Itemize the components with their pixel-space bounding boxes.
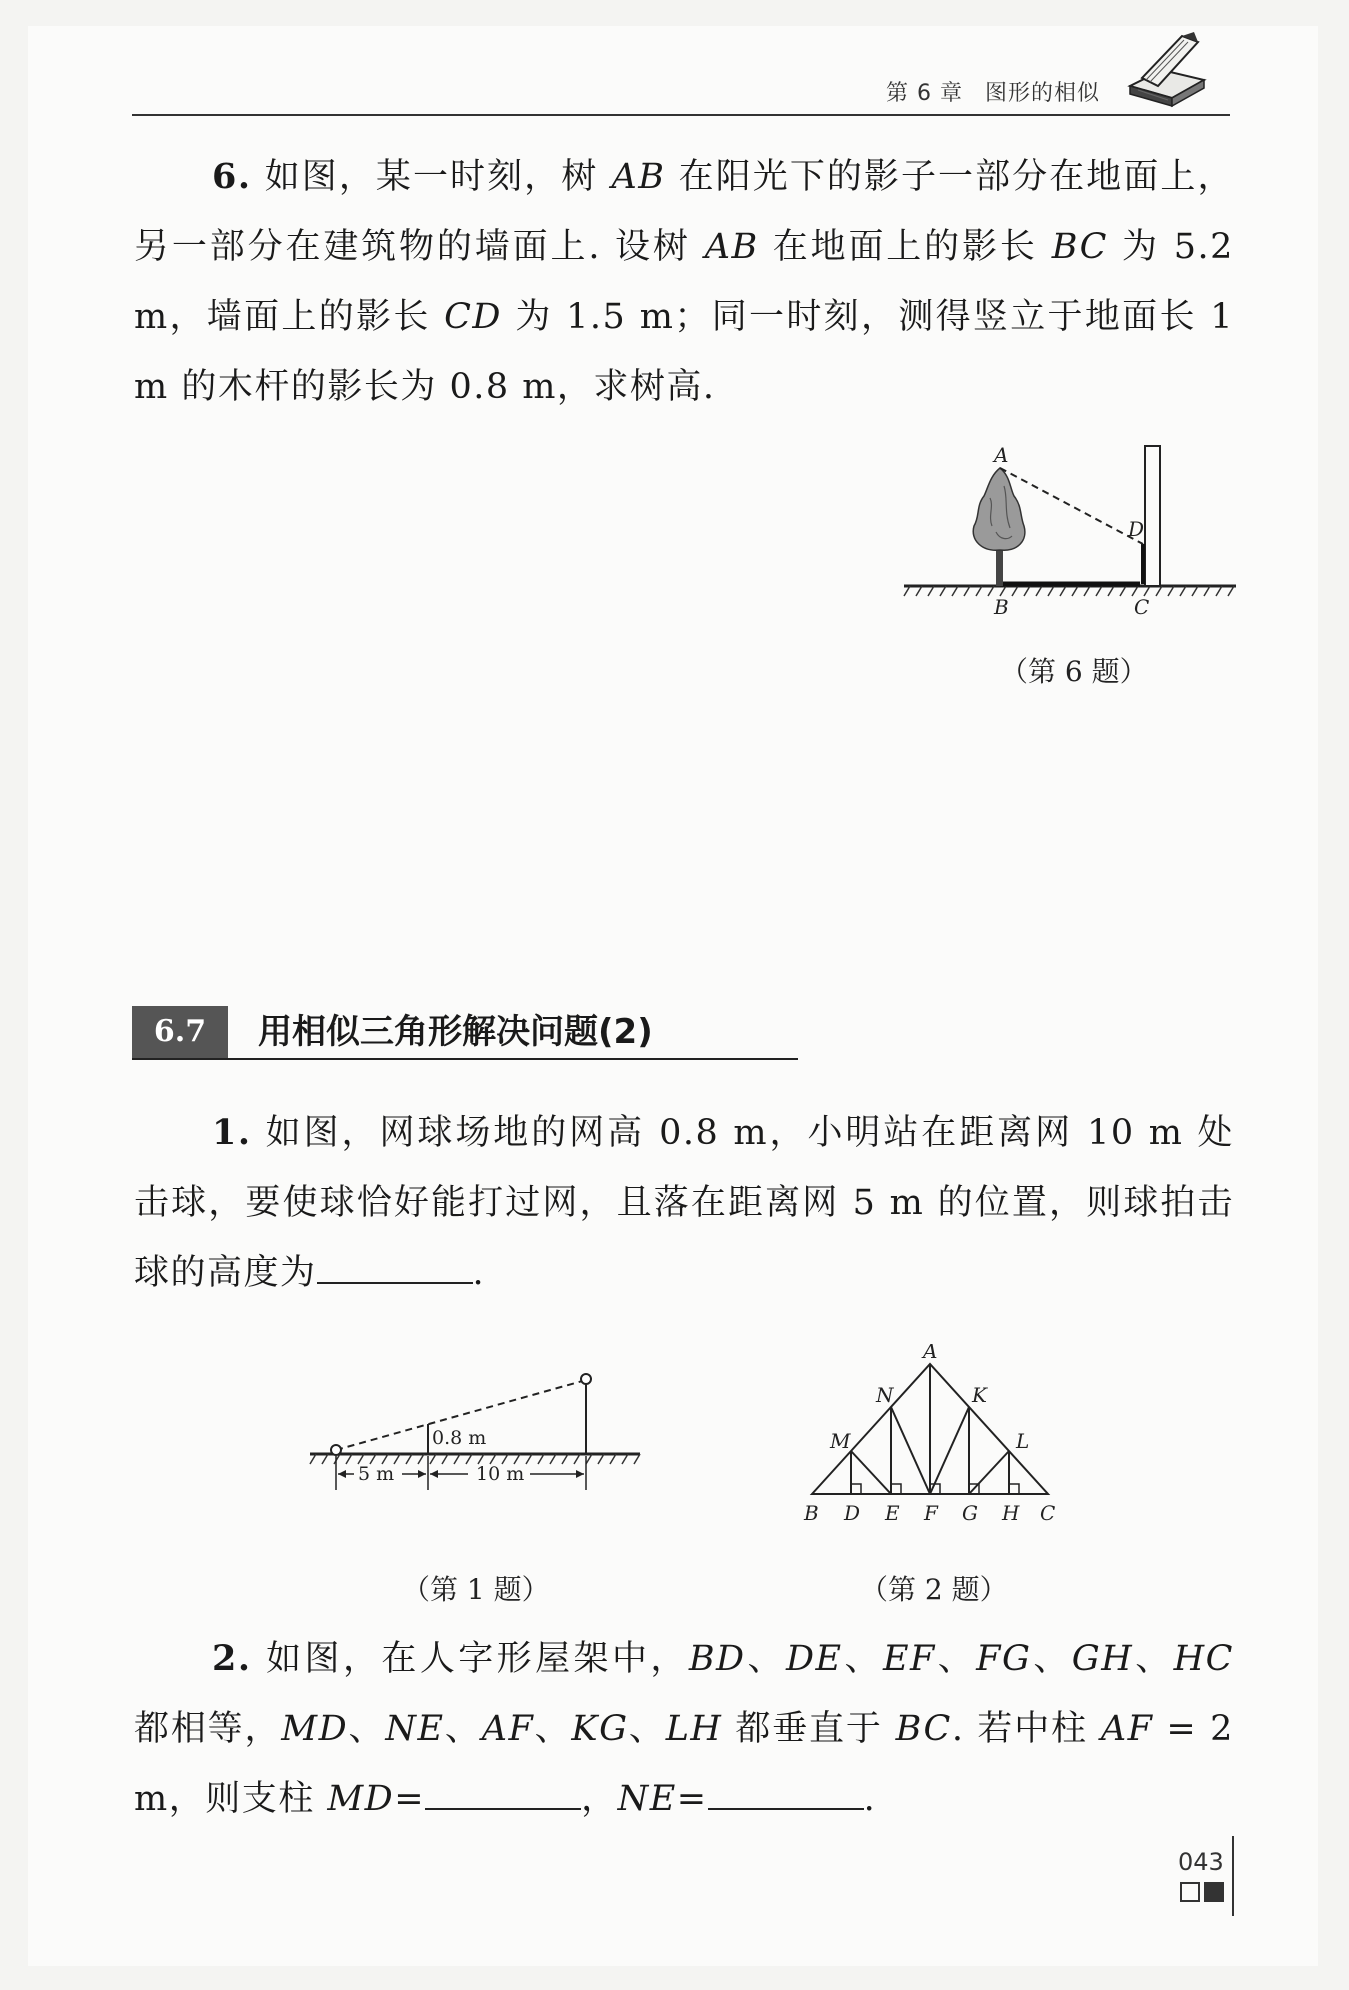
text-run: 为 1.5 m；同一时刻，测得竖立于地面长 1 m 的木杆的影长为 0.8 m，求树高. (134, 297, 1234, 407)
header-title: 图形的相似 (984, 81, 1100, 106)
figure-2-roof-truss (790, 1344, 1070, 1534)
page-number-rule (1232, 1836, 1234, 1916)
math-var: CD (444, 297, 502, 337)
math-var: AF (1100, 1709, 1154, 1749)
text-run: 在阳光下的影子一部分在地面上，另一部分在建筑物的墙面上. 设树 (134, 157, 1234, 267)
text-run: = 2 m，则支柱 (134, 1709, 1234, 1819)
text-run: . (472, 1253, 486, 1293)
figure-1-caption: （第 1 题） (402, 1573, 550, 1606)
math-var: NE (617, 1779, 677, 1819)
book-icon (1124, 28, 1210, 108)
text-run: 如图，某一时刻，树 (264, 157, 599, 197)
label-n: N (876, 1383, 894, 1407)
text-run: 为 5.2 m，墙面上的影长 (134, 227, 1234, 337)
text-run: 、 (1133, 1639, 1174, 1679)
label-b: B (804, 1501, 819, 1525)
text-run: 、 (935, 1639, 977, 1679)
math-var: NE (385, 1709, 445, 1749)
label-10m: 10 m (476, 1463, 525, 1485)
text-run: ， (581, 1779, 618, 1819)
figure-6-caption: （第 6 题） (1000, 655, 1148, 688)
question-1-text (134, 1098, 1234, 1308)
math-var: DE (785, 1639, 843, 1679)
label-c: C (1040, 1501, 1056, 1525)
text-run: . 若中柱 (951, 1709, 1088, 1749)
question-number: 2. (212, 1638, 252, 1679)
math-var: FG (976, 1639, 1032, 1679)
math-var: MD (327, 1779, 395, 1819)
square-filled-icon (1204, 1882, 1224, 1902)
label-a: A (923, 1344, 938, 1363)
text-run: 、 (745, 1639, 786, 1679)
math-var: HC (1173, 1639, 1234, 1679)
page-number: 043 (1178, 1848, 1224, 1876)
figure-6-tree-shadow (900, 436, 1240, 626)
text-run: = (676, 1779, 708, 1819)
label-d: D (1128, 517, 1145, 541)
page-marker (1180, 1882, 1228, 1902)
math-var: BC (1051, 227, 1108, 267)
text-run: 如图，在人字形屋架中， (266, 1639, 689, 1679)
text-run: 在地面上的影长 (772, 227, 1038, 267)
text-run: 、 (534, 1709, 572, 1749)
square-outline-icon (1180, 1882, 1200, 1902)
label-m: M (830, 1429, 851, 1453)
question-2-text (134, 1624, 1234, 1834)
tree-icon (973, 468, 1025, 586)
section-title: 用相似三角形解决问题(2) (258, 1012, 653, 1052)
text-run: 、 (1031, 1639, 1072, 1679)
ball-landing-point (331, 1445, 341, 1455)
answer-blank-md[interactable] (425, 1778, 581, 1810)
math-var: BD (688, 1639, 746, 1679)
running-header (132, 70, 1230, 116)
text-run: 、 (348, 1709, 386, 1749)
header-text (886, 76, 1100, 107)
label-h: H (1002, 1501, 1020, 1525)
math-var: AB (611, 157, 666, 197)
answer-blank[interactable] (317, 1252, 473, 1284)
label-d: D (844, 1501, 861, 1525)
label-b: B (994, 595, 1009, 619)
math-var: LH (665, 1709, 723, 1749)
label-a: A (994, 443, 1009, 467)
label-c: C (1134, 595, 1150, 619)
figure-2-caption: （第 2 题） (860, 1573, 1008, 1606)
hit-point (581, 1374, 591, 1384)
text-run: 都相等， (134, 1709, 282, 1749)
math-var: GH (1071, 1639, 1134, 1679)
text-run: 、 (842, 1639, 883, 1679)
text-run: 都垂直于 (735, 1709, 883, 1749)
label-e: E (885, 1501, 900, 1525)
section-number: 6.7 (132, 1006, 228, 1058)
label-net-height: 0.8 m (432, 1427, 487, 1449)
math-var: AB (704, 227, 759, 267)
section-heading (132, 1006, 798, 1060)
label-k: K (972, 1383, 987, 1407)
question-number: 6. (212, 156, 252, 197)
text-run: . (863, 1779, 877, 1819)
math-var: EF (882, 1639, 936, 1679)
header-chapter: 第 6 章 (886, 81, 963, 106)
label-l: L (1016, 1429, 1030, 1453)
question-number: 1. (212, 1112, 252, 1153)
label-5m: 5 m (358, 1463, 395, 1485)
text-run: 、 (444, 1709, 482, 1749)
answer-blank-ne[interactable] (708, 1778, 864, 1810)
text-run: 、 (628, 1709, 666, 1749)
math-var: AF (481, 1709, 535, 1749)
math-var: MD (281, 1709, 349, 1749)
building-wall (1145, 446, 1160, 586)
math-var: KG (571, 1709, 629, 1749)
text-run: = (394, 1779, 426, 1819)
label-g: G (962, 1501, 978, 1525)
figure-1-tennis-net (300, 1370, 650, 1530)
question-6-text (134, 142, 1234, 422)
math-var: BC (895, 1709, 952, 1749)
text-run: 如图，网球场地的网高 0.8 m，小明站在距离网 10 m 处击球，要使球恰好能打过网，且落在距离网 5 m 的位置，则球拍击球的高度为 (134, 1113, 1234, 1293)
label-f: F (924, 1501, 938, 1525)
